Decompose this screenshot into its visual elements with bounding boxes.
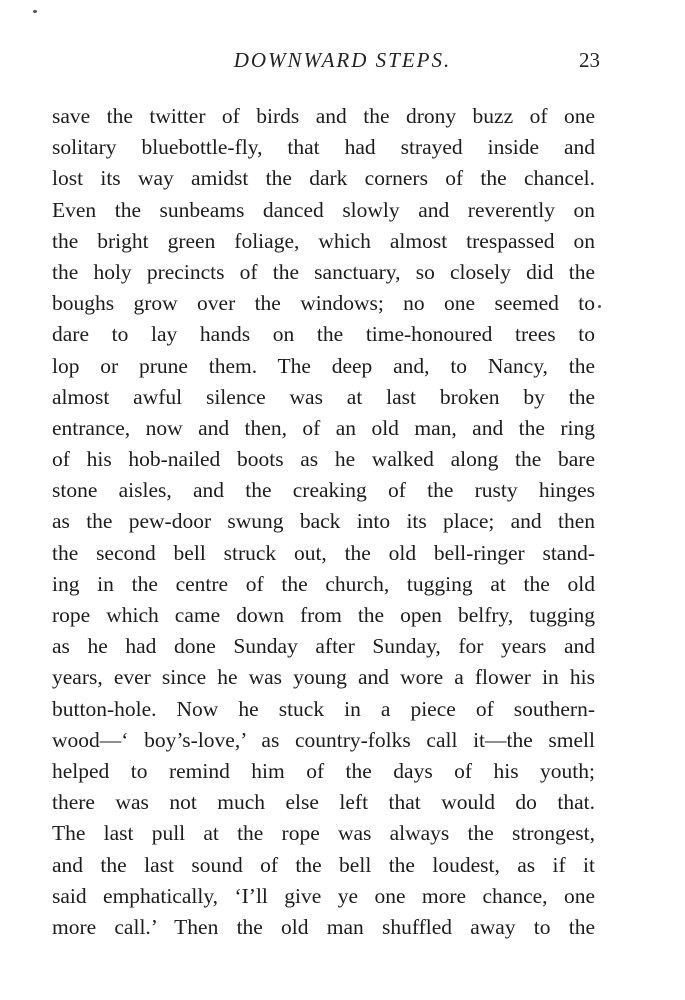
text-line: save the twitter of birds and the drony buzz of one <box>52 104 595 128</box>
text-line: years, ever since he was young and wore a flower in his <box>52 665 595 690</box>
text-line: solitary bluebottle-fly, that had strayed inside and <box>52 135 595 160</box>
text-line: helped to remind him of the days of his youth; <box>52 758 595 783</box>
text-line: wood—‘ boy’s-love,’ as country-folks call it—the smell <box>52 727 595 752</box>
text-line: entrance, now and then, of an old man, and the ring <box>52 415 595 440</box>
text-line: lop or prune them. The deep and, to Nancy, the <box>52 353 595 378</box>
text-line: of his hob-nailed boots as he walked along the bare <box>52 447 595 472</box>
text-line: said emphatically, ‘I’ll give ye one more chance, one <box>52 883 595 908</box>
text-line: ing in the centre of the church, tugging at the old <box>52 571 595 596</box>
text-line: the second bell struck out, the old bell-ringer stand- <box>52 540 595 565</box>
text-line: more call.’ Then the old man shuffled away to the <box>52 914 595 939</box>
text-line: and the last sound of the bell the loudest, as if it <box>52 852 595 877</box>
body-text <box>52 101 595 943</box>
text-line: there was not much else left that would do that. <box>52 790 595 815</box>
text-line: lost its way amidst the dark corners of the chancel. <box>52 166 595 191</box>
text-line: as he had done Sunday after Sunday, for years and <box>52 634 595 659</box>
text-line: almost awful silence was at last broken by the <box>52 384 595 409</box>
text-line: stone aisles, and the creaking of the rusty hinges <box>52 478 595 503</box>
paper-speck <box>598 305 601 308</box>
text-line: rope which came down from the open belfry, tugging <box>52 603 595 627</box>
text-line: The last pull at the rope was always the strongest, <box>52 821 595 846</box>
text-line: button-hole. Now he stuck in a piece of southern- <box>52 696 595 721</box>
text-line: Even the sunbeams danced slowly and reverently on <box>52 197 595 222</box>
text-line: dare to lay hands on the time-honoured trees to <box>52 322 595 347</box>
text-line: boughs grow over the windows; no one seemed to <box>52 291 595 316</box>
running-title: DOWNWARD STEPS. <box>233 48 452 72</box>
text-line: the holy precincts of the sanctuary, so closely did the <box>52 259 595 284</box>
page-number: 23 <box>579 48 600 72</box>
text-line: as the pew-door swung back into its place; and then <box>52 509 595 534</box>
paper-speck <box>33 10 37 13</box>
text-line: the bright green foliage, which almost trespassed on <box>52 228 595 253</box>
